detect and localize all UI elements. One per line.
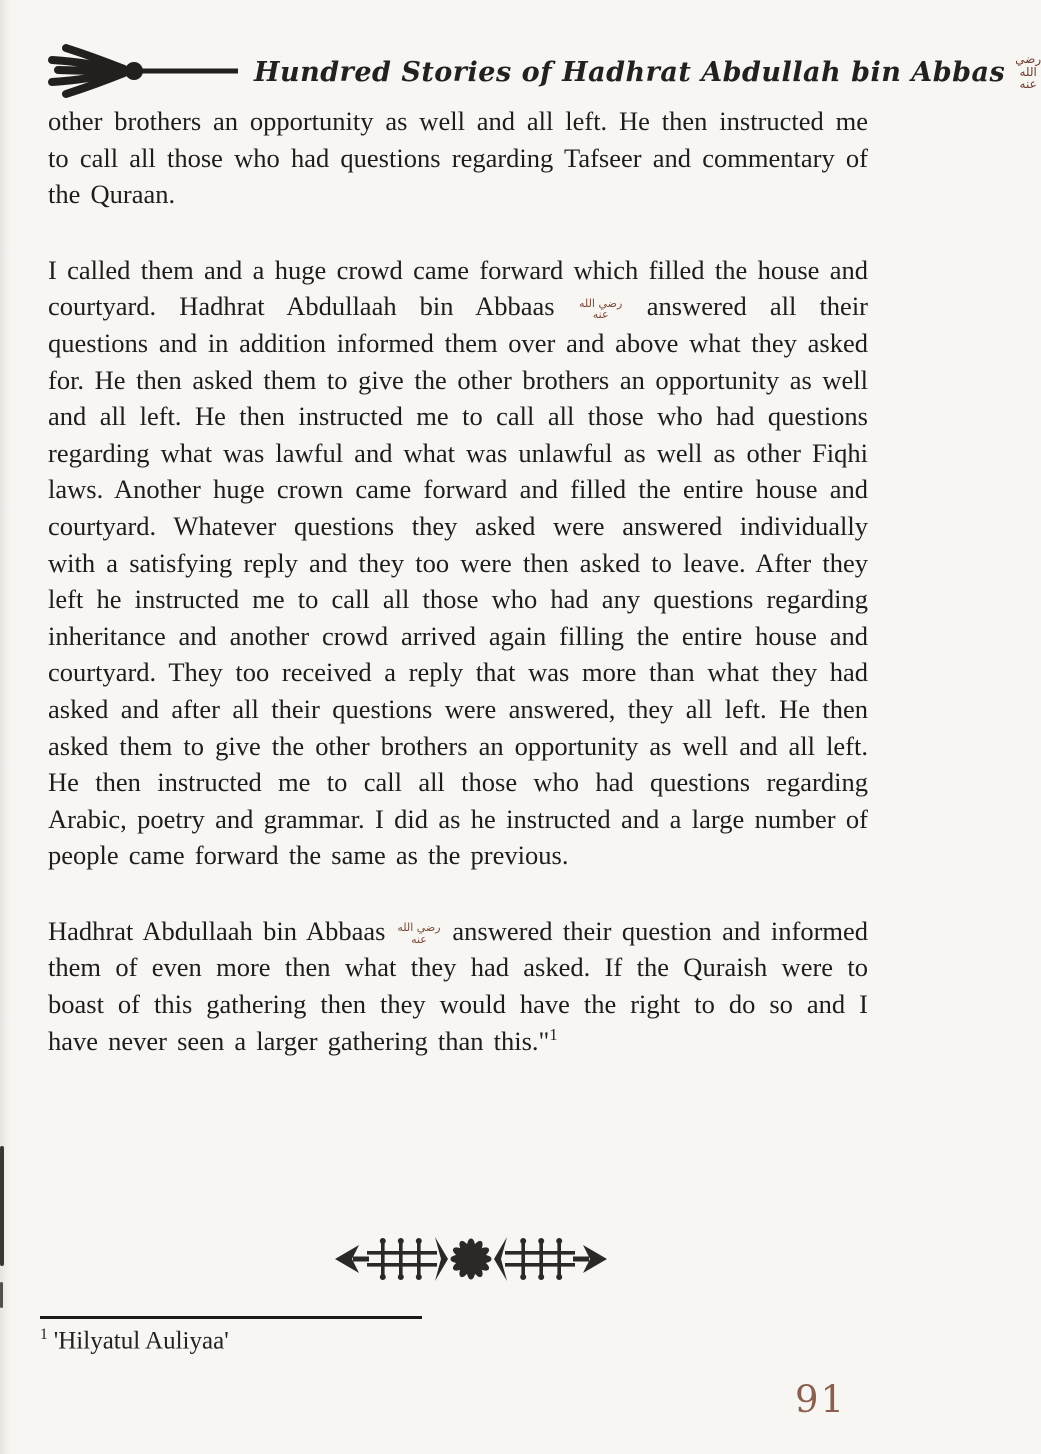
section-divider <box>0 1230 941 1293</box>
page-header <box>42 40 1041 104</box>
paragraph-2-before: I called them and a huge crowd came forward which filled the house and courtyard. Hadhrat Abdullaah bin Abbaas <box>48 254 868 322</box>
paragraph-2 <box>48 252 868 874</box>
arrow-flourish-icon <box>42 43 240 101</box>
paragraph-2-after: answered all their questions and in addition informed them over and above what they asked for. He then asked them to give the other brothers an opportunity as well and all left. He then instructed me to call all those who had questions regarding what was lawful and what was unlawful as well as other Fiqhi laws. Another huge crown came forward and filled the entire house and courtyard. Whatever questions they asked were answered individually with a satisfying reply and they too were then asked to leave. After they left he instructed me to call all those who had any questions regarding inheritance and another crowd arrived again filling the entire house and courtyard. They too received a reply that was more than what they had asked and after all their questions were answered, they all left. He then asked them to give the other brothers an opportunity as well and all left. He then instructed me to call all those who had questions regarding Arabic, poetry and grammar. I did as he instructed and a large number of people came forward the same as the previous. <box>48 291 869 871</box>
paragraph-1-text: other brothers an opportunity as well and all left. He then instructed me to call all those who had questions regarding Tafseer and commentary of the Quraan. <box>48 106 868 210</box>
footnote-line <box>40 1326 640 1355</box>
paragraph-3-before: Hadhrat Abdullaah bin Abbaas <box>48 915 386 946</box>
paragraph-1 <box>48 103 868 213</box>
footnote <box>40 1316 640 1355</box>
footnote-marker: 1 <box>40 1326 48 1343</box>
footnote-reference: 1 <box>549 1024 558 1044</box>
radiallahu-anhu-icon: رضي الله عنه <box>397 921 441 946</box>
footnote-divider <box>40 1316 422 1319</box>
radiallahu-anhu-icon: رضي الله عنه <box>1015 52 1041 92</box>
paragraph-3 <box>48 913 868 1059</box>
radiallahu-anhu-icon: رضي الله عنه <box>579 296 623 322</box>
paragraph-3-after: answered their question and informed them of even more then what they had asked. If the Quraish were to boast of this gathering then they would have the right to do so and I have never seen a larger gathering than this." <box>48 915 869 1056</box>
footnote-text: 'Hilyatul Auliyaa' <box>53 1327 229 1355</box>
book-title: Hundred Stories of Hadhrat Abdullah bin Abbas <box>254 56 1006 88</box>
body-text <box>48 103 868 1098</box>
page-number: 91 <box>795 1378 847 1421</box>
rosette-divider-icon <box>329 1230 613 1288</box>
